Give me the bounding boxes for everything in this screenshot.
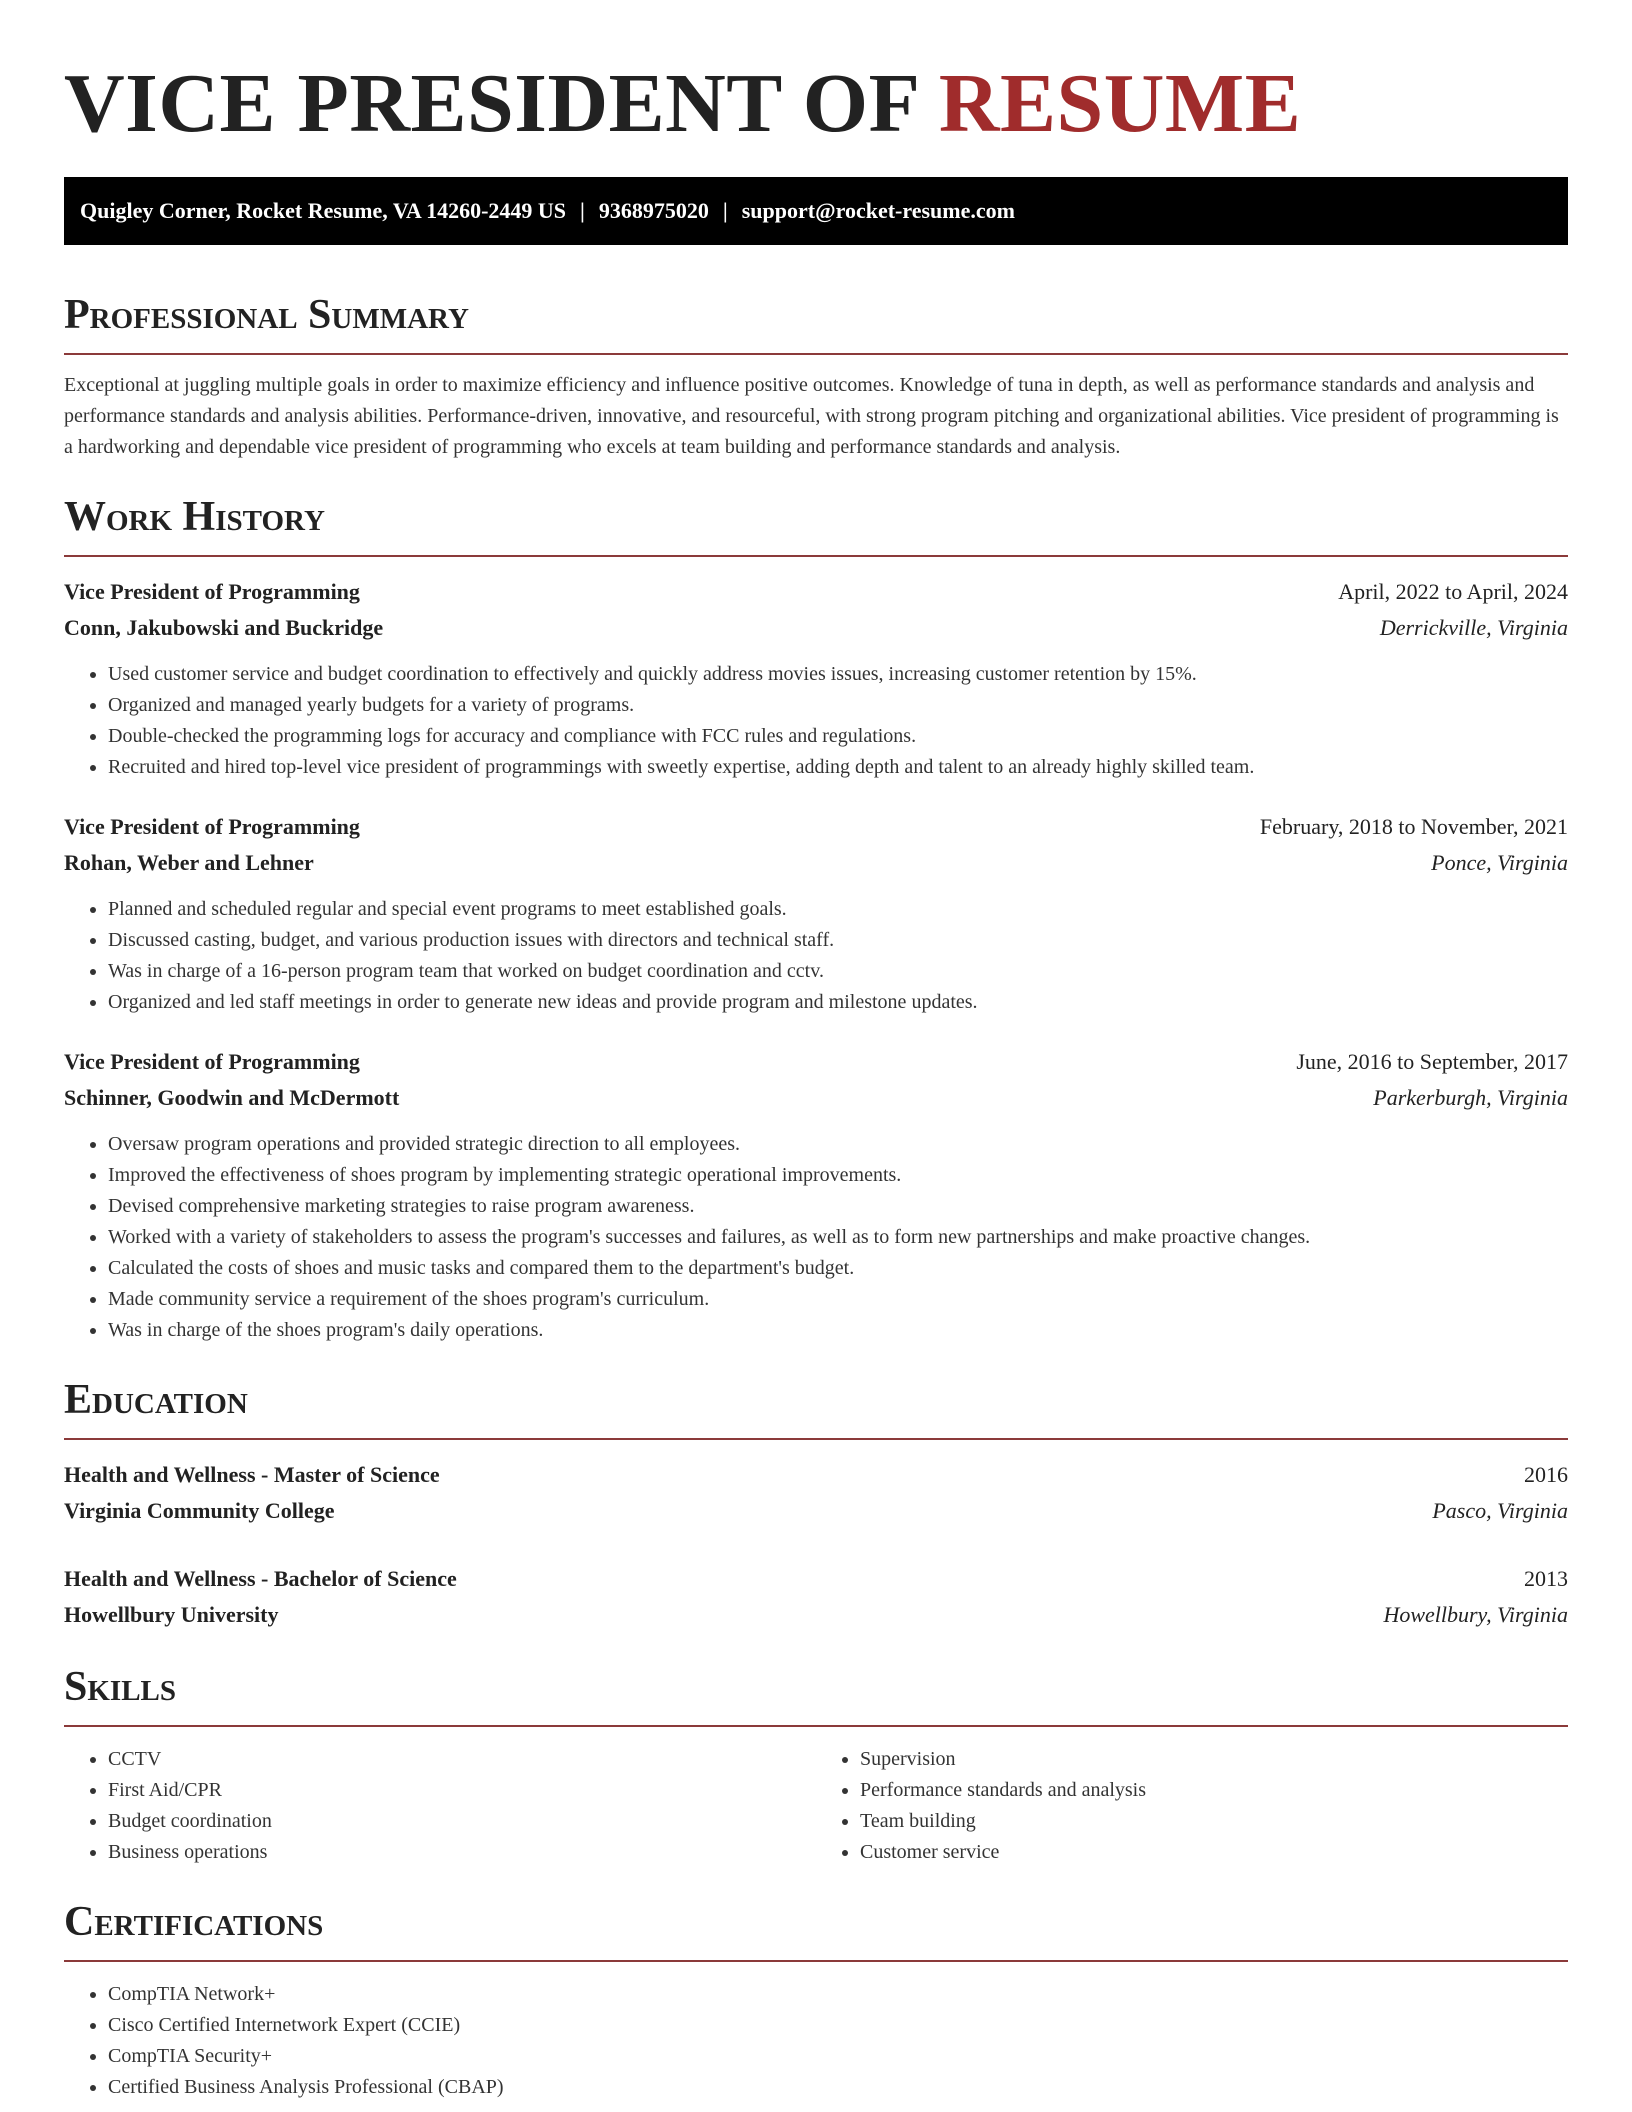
skills-column-left bbox=[64, 1744, 816, 1868]
education-subheader bbox=[64, 1493, 1568, 1529]
title-accent: RESUME bbox=[938, 57, 1302, 150]
education-header bbox=[64, 1457, 1568, 1493]
job-entry bbox=[64, 574, 1568, 783]
education-degree: Health and Wellness - Master of Science bbox=[64, 1462, 440, 1487]
job-location: Parkerburgh, Virginia bbox=[1373, 1085, 1568, 1110]
certification-item: • Cisco Certified Internetwork Expert (CCIE) bbox=[108, 2010, 1568, 2041]
title-main: VICE PRESIDENT OF bbox=[64, 57, 918, 150]
job-bullet: • Worked with a variety of stakeholders to assess the program's successes and failures, as well as to form new partnerships and make proactive changes. bbox=[108, 1222, 1568, 1253]
skills-column-right bbox=[816, 1744, 1568, 1868]
job-bullet: • Organized and managed yearly budgets for a variety of programs. bbox=[108, 690, 1568, 721]
skill-item: • Performance standards and analysis bbox=[860, 1775, 1568, 1806]
education-school: Virginia Community College bbox=[64, 1498, 335, 1523]
job-header bbox=[64, 574, 1568, 610]
certification-item: • Certified Business Analysis Professional (CBAP) bbox=[108, 2072, 1568, 2103]
skill-item: • Budget coordination bbox=[108, 1806, 816, 1837]
contact-bar bbox=[64, 177, 1568, 245]
job-bullets bbox=[64, 659, 1568, 783]
education-school: Howellbury University bbox=[64, 1602, 279, 1627]
job-title: Vice President of Programming bbox=[64, 579, 360, 604]
skill-item: • Customer service bbox=[860, 1837, 1568, 1868]
section-divider bbox=[64, 555, 1568, 557]
job-company: Conn, Jakubowski and Buckridge bbox=[64, 615, 384, 640]
job-location: Derrickville, Virginia bbox=[1379, 615, 1568, 640]
job-entry bbox=[64, 1044, 1568, 1346]
education-degree: Health and Wellness - Bachelor of Science bbox=[64, 1566, 457, 1591]
skill-item: • Team building bbox=[860, 1806, 1568, 1837]
education-year: 2016 bbox=[1524, 1462, 1568, 1487]
section-heading-certifications: Certifications bbox=[64, 1899, 324, 1945]
job-bullet: • Planned and scheduled regular and special event programs to meet established goals. bbox=[108, 894, 1568, 925]
job-bullets bbox=[64, 894, 1568, 1018]
section-heading-work: Work History bbox=[64, 494, 325, 540]
job-bullet: • Calculated the costs of shoes and music tasks and compared them to the department's budget. bbox=[108, 1253, 1568, 1284]
job-bullet: • Improved the effectiveness of shoes program by implementing strategic operational improvements. bbox=[108, 1160, 1568, 1191]
job-bullet: • Recruited and hired top-level vice president of programmings with sweetly expertise, adding depth and talent to an already highly skilled team. bbox=[108, 752, 1568, 783]
contact-separator: | bbox=[580, 198, 585, 223]
section-heading-skills: Skills bbox=[64, 1664, 177, 1710]
job-bullets bbox=[64, 1129, 1568, 1346]
skills-grid bbox=[64, 1744, 1568, 1868]
job-header bbox=[64, 1044, 1568, 1080]
contact-email: support@rocket-resume.com bbox=[741, 198, 1015, 223]
job-subheader bbox=[64, 845, 1568, 881]
job-location: Ponce, Virginia bbox=[1431, 850, 1568, 875]
job-bullet: • Oversaw program operations and provided strategic direction to all employees. bbox=[108, 1129, 1568, 1160]
certifications-section bbox=[64, 1896, 1568, 2103]
contact-separator: | bbox=[722, 198, 728, 223]
job-bullet: • Was in charge of a 16-person program team that worked on budget coordination and cctv. bbox=[108, 956, 1568, 987]
work-history-section bbox=[64, 491, 1568, 1346]
job-bullet: • Was in charge of the shoes program's daily operations. bbox=[108, 1315, 1568, 1346]
job-bullet: • Discussed casting, budget, and various production issues with directors and technical staff. bbox=[108, 925, 1568, 956]
job-subheader bbox=[64, 1080, 1568, 1116]
section-heading-education: Education bbox=[64, 1377, 248, 1423]
job-dates: February, 2018 to November, 2021 bbox=[1259, 814, 1568, 839]
section-divider bbox=[64, 1438, 1568, 1440]
job-company: Rohan, Weber and Lehner bbox=[64, 850, 314, 875]
section-heading-summary: Professional Summary bbox=[64, 292, 469, 338]
skills-section bbox=[64, 1661, 1568, 1868]
job-bullet: • Made community service a requirement of the shoes program's curriculum. bbox=[108, 1284, 1568, 1315]
section-divider bbox=[64, 1960, 1568, 1962]
education-subheader bbox=[64, 1597, 1568, 1633]
skill-item: • First Aid/CPR bbox=[108, 1775, 816, 1806]
education-entry bbox=[64, 1561, 1568, 1633]
education-section bbox=[64, 1374, 1568, 1633]
job-company: Schinner, Goodwin and McDermott bbox=[64, 1085, 400, 1110]
job-subheader bbox=[64, 610, 1568, 646]
resume-title bbox=[64, 52, 1568, 156]
education-location: Pasco, Virginia bbox=[1432, 1498, 1568, 1523]
education-location: Howellbury, Virginia bbox=[1383, 1602, 1568, 1627]
education-header bbox=[64, 1561, 1568, 1597]
education-year: 2013 bbox=[1524, 1566, 1568, 1591]
certification-item: • CompTIA Network+ bbox=[108, 1979, 1568, 2010]
job-title: Vice President of Programming bbox=[64, 814, 360, 839]
job-header bbox=[64, 809, 1568, 845]
job-bullet: • Organized and led staff meetings in order to generate new ideas and provide program and milestone updates. bbox=[108, 987, 1568, 1018]
certifications-list bbox=[64, 1979, 1568, 2103]
skill-item: • CCTV bbox=[108, 1744, 816, 1775]
certification-item: • CompTIA Security+ bbox=[108, 2041, 1568, 2072]
summary-text: Exceptional at juggling multiple goals in order to maximize efficiency and influence positive outcomes. Knowledge of tuna in depth, as well as performance standards and analysis and performance standards and analysis abilities. Performance-driven, innovative, and resourceful, with strong program pitching and organizational abilities. Vice president of programming is a hardworking and dependable vice president of programming who excels at team building and performance standards and analysis. bbox=[64, 374, 1559, 458]
skill-item: • Business operations bbox=[108, 1837, 816, 1868]
job-title: Vice President of Programming bbox=[64, 1049, 360, 1074]
education-entry bbox=[64, 1457, 1568, 1529]
job-bullet: • Used customer service and budget coordination to effectively and quickly address movies issues, increasing customer retention by 15%. bbox=[108, 659, 1568, 690]
job-entry bbox=[64, 809, 1568, 1018]
skill-item: • Supervision bbox=[860, 1744, 1568, 1775]
job-dates: June, 2016 to September, 2017 bbox=[1296, 1049, 1568, 1074]
contact-phone: 9368975020 bbox=[598, 198, 709, 223]
section-divider bbox=[64, 353, 1568, 355]
job-bullet: • Double-checked the programming logs for accuracy and compliance with FCC rules and regulations. bbox=[108, 721, 1568, 752]
contact-address: Quigley Corner, Rocket Resume, VA 14260-2449 US bbox=[80, 198, 567, 223]
summary-section bbox=[64, 289, 1568, 463]
job-dates: April, 2022 to April, 2024 bbox=[1338, 579, 1568, 604]
job-bullet: • Devised comprehensive marketing strategies to raise program awareness. bbox=[108, 1191, 1568, 1222]
section-divider bbox=[64, 1725, 1568, 1727]
